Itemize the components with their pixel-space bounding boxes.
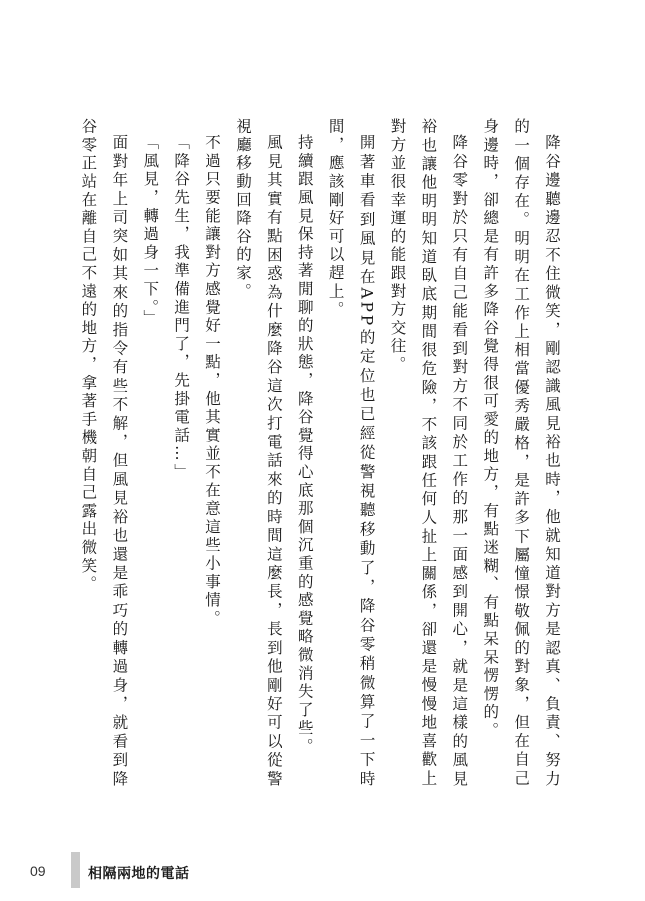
- paragraph: 開著車看到風見在APP的定位也已經從警視聽移動了，降谷零稍微算了一下時間，應該剛好可以趕上。: [326, 118, 376, 788]
- page-number: 09: [30, 863, 46, 879]
- body-text: [67, 118, 567, 788]
- paragraph: 「降谷先生，我準備進門了，先掛電話…」: [172, 133, 191, 482]
- paragraph: 風見其實有點困惑為什麼降谷這次打電話來的時間這麼長，長到他剛好可以從警視廳移動回降谷的家。: [233, 118, 283, 788]
- paragraph: 降谷零對於只有自己能看到對方不同於工作的那一面感到開心，就是這樣的風見裕也讓他明明知道臥底期間很危險，不該跟任何人扯上關係，卻還是慢慢地喜歡上對方並很幸運的能跟對方交往。: [388, 118, 469, 788]
- paragraph: 面對年上司突如其來的指令有些不解，但風見裕也還是乖巧的轉過身，就看到降谷零正站在離自己不遠的地方，拿著手機朝自己露出微笑。: [79, 118, 129, 788]
- running-title: 相隔兩地的電話: [88, 866, 190, 882]
- paragraph: 持續跟風見保持著閒聊的狀態，降谷覺得心底那個沉重的感覺略微消失了些。: [295, 133, 314, 756]
- page-footer: [0, 848, 645, 888]
- footer-divider-bar: [71, 852, 80, 888]
- paragraph: 不過只要能讓對方感覺好一點，他其實並不在意這些小事情。: [203, 133, 222, 628]
- paragraph: 「風見，轉過身一下。」: [141, 133, 160, 328]
- paragraph: 降谷邊聽邊忍不住微笑，剛認識風見裕也時，他就知道對方是認真、負責、努力的一個存在。明明在工作上相當優秀嚴格，是許多下屬憧憬敬佩的對象，但在自己身邊時，卻總是有許多降谷覺得很可愛的地方，有點迷糊、有點呆呆愣愣的。: [481, 118, 561, 788]
